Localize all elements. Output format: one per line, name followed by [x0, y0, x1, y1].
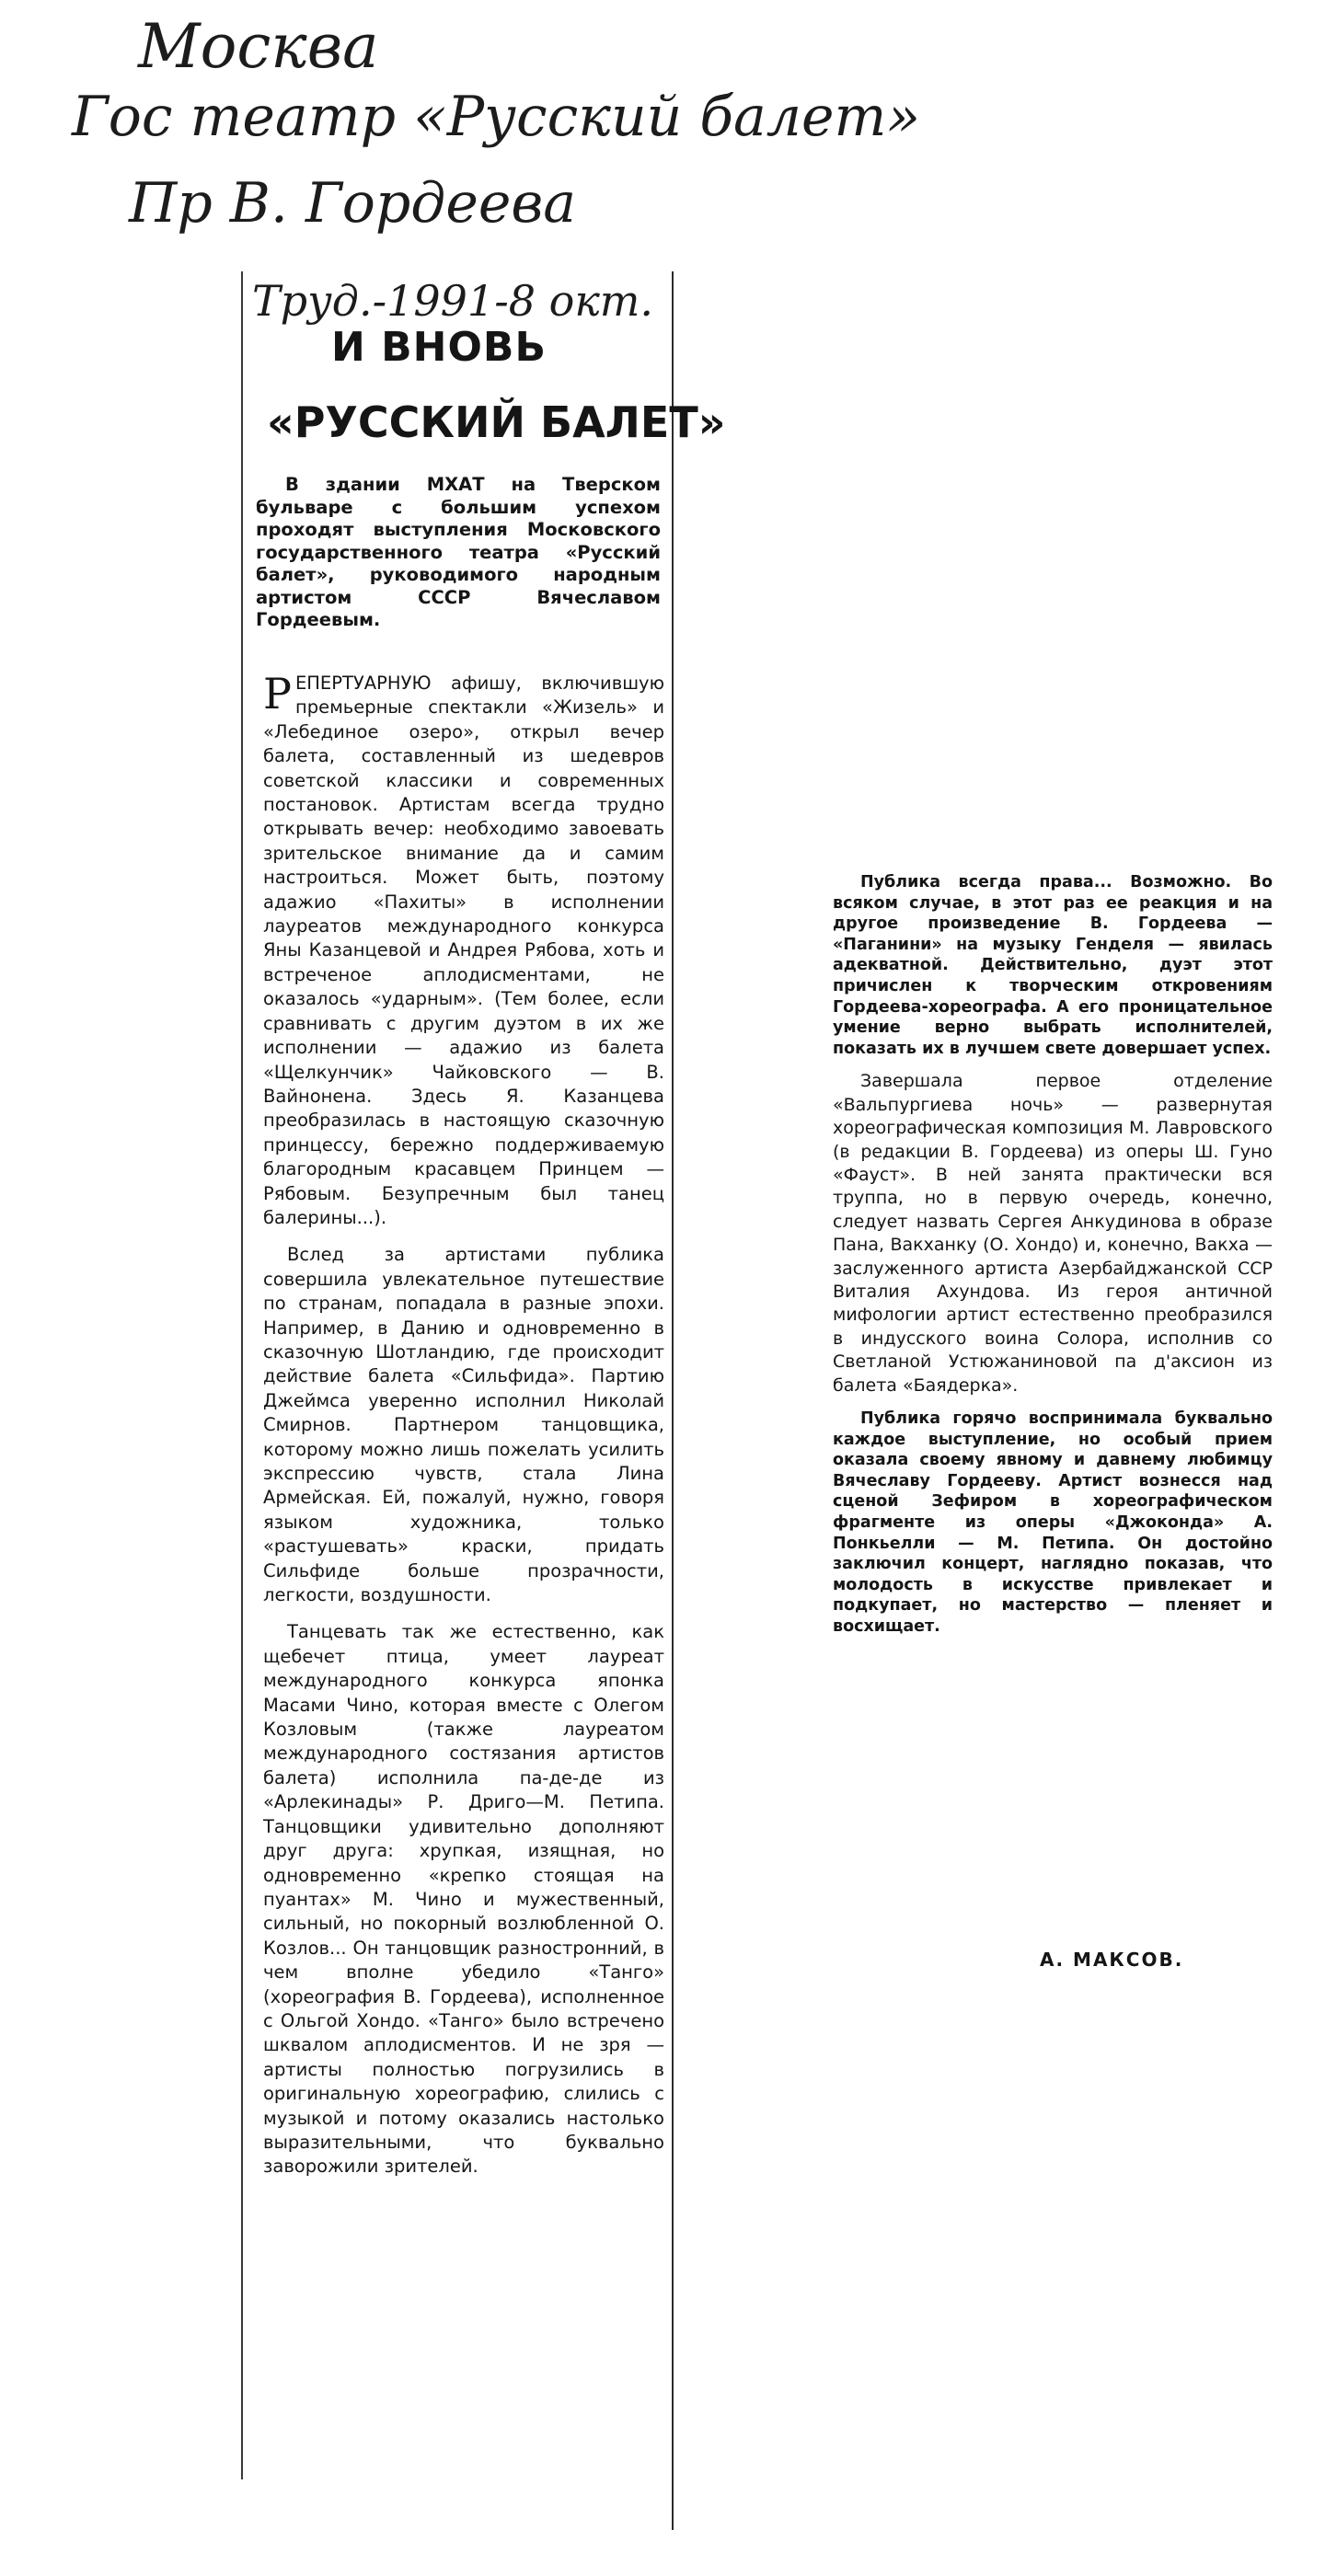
article-body-right	[833, 872, 1273, 1649]
column-divider	[672, 271, 674, 2530]
author-signature: А. МАКСОВ.	[1040, 1949, 1184, 1971]
handwritten-date: Труд.-1991-8 окт.	[252, 276, 654, 326]
headline-line-2: «РУССКИЙ БАЛЕТ»	[267, 397, 726, 447]
paragraph-2: Вслед за артистами публика совершила увлекательное путешествие по странам, попадала в разные эпохи. Например, в Данию и одновременно в сказочную Шотландию, где происходит действие балета «Сильфида». Партию Джеймса уверенно исполнил Николай Смирнов. Партнером танцовщика, которому можно лишь пожелать усилить экспрессию чувств, стала Лина Армейская. Ей, пожалуй, нужно, говоря языком художника, только «растушевать» краски, придать Сильфиде больше прозрачности, легкости, воздушности.	[263, 1244, 664, 1606]
paragraph-1-text: ЕПЕРТУАРНУЮ афишу, включившую премьерные спектакли «Жизель» и «Лебединое озеро», открыл вечер балета, составленный из шедевров советской классики и современных постановок. Артистам всегда трудно открывать вечер: необходимо завоевать зрительское внимание да и самим настроиться. Может быть, поэтому адажио «Пахиты» в исполнении лауреатов международного конкурса Яны Казанцевой и Андрея Рябова, хоть и встреченое аплодисментами, не оказалось «ударным». (Тем более, если сравнивать с другим дуэтом в их же исполнении — адажио из балета «Щелкунчик» Чайковского — В. Вайнонена. Здесь Я. Казанцева преобразилась в настоящую сказочную принцессу, бережно поддерживаемую благородным красавцем Принцем — Рябовым. Безупречным был танец балерины...).	[263, 673, 664, 1228]
article-body-left	[263, 669, 664, 2192]
paragraph-3: Танцевать так же естественно, как щебечет птица, умеет лауреат международного конкурса японка Масами Чино, которая вместе с Олегом Козловым (также лауреатом международного состязания артистов балета) исполнила па-де-де из «Арлекинады» Р. Дриго—М. Петипа. Танцовщики удивительно дополняют друг друга: хрупкая, изящная, но одновременно «крепко стоящая на пуантах» М. Чино и мужественный, сильный, но покорный возлюбленной О. Козлов... Он танцовщик разностронний, в чем вполне убедило «Танго» (хореография В. Гордеева), исполненное с Ольгой Хондо. «Танго» было встречено шквалом аплодисментов. И не зря — артисты полностью погрузились в оригинальную хореографию, слились с музыкой и потому оказались настолько выразительными, что буквально заворожили зрителей.	[263, 1621, 664, 2178]
paragraph-6: Публика горячо воспринимала буквально каждое выступление, но особый прием оказала своему явному и давнему любимцу Вячеславу Гордееву. Артист вознесся над сценой Зефиром в хореографическом фрагменте из оперы «Джоконда» А. Понкьелли — М. Петипа. Он достойно заключил концерт, наглядно показав, что молодость в искусстве привлекает и подкупает, но мастерство — пленяет и восхищает.	[833, 1409, 1273, 1636]
handwritten-director: Пр В. Гордеева	[129, 171, 577, 236]
handwritten-city: Москва	[138, 11, 379, 82]
handwritten-theatre: Гос театр «Русский балет»	[72, 85, 921, 149]
paragraph-4: Публика всегда права... Возможно. Во всяком случае, в этот раз ее реакция и на другое произведение В. Гордеева — «Паганини» на музыку Генделя — явилась адекватной. Действительно, дуэт этот причислен к творческим откровениям Гордеева-хореографа. А его проницательное умение верно выбрать исполнителей, показать их в лучшем свете довершает успех.	[833, 873, 1273, 1058]
article-lead: В здании МХАТ на Тверском бульваре с большим успехом проходят выступления Московского государственного театра «Русский балет», руководимого народным артистом СССР Вячеславом Гордеевым.	[256, 474, 661, 630]
paragraph-5: Завершала первое отделение «Вальпургиева ночь» — развернутая хореографическая композиция М. Лавровского (в редакции В. Гордеева) из оперы Ш. Гуно «Фауст». В ней занята практически вся труппа, но в первую очередь, конечно, следует назвать Сергея Анкудинова в образе Пана, Вакханку (О. Хондо) и, конечно, Вакха — заслуженного артиста Азербайджанской ССР Виталия Ахундова. Из героя античной мифологии артист естественно преобразился в индусского воина Солора, исполнив со Светланой Устюжаниновой па д'аксион из балета «Баядерка».	[833, 1071, 1273, 1396]
paragraph-1	[263, 669, 664, 1230]
clipping-left-edge	[241, 271, 243, 2479]
headline-line-1: И ВНОВЬ	[331, 324, 547, 371]
dropcap: Р	[263, 669, 292, 719]
